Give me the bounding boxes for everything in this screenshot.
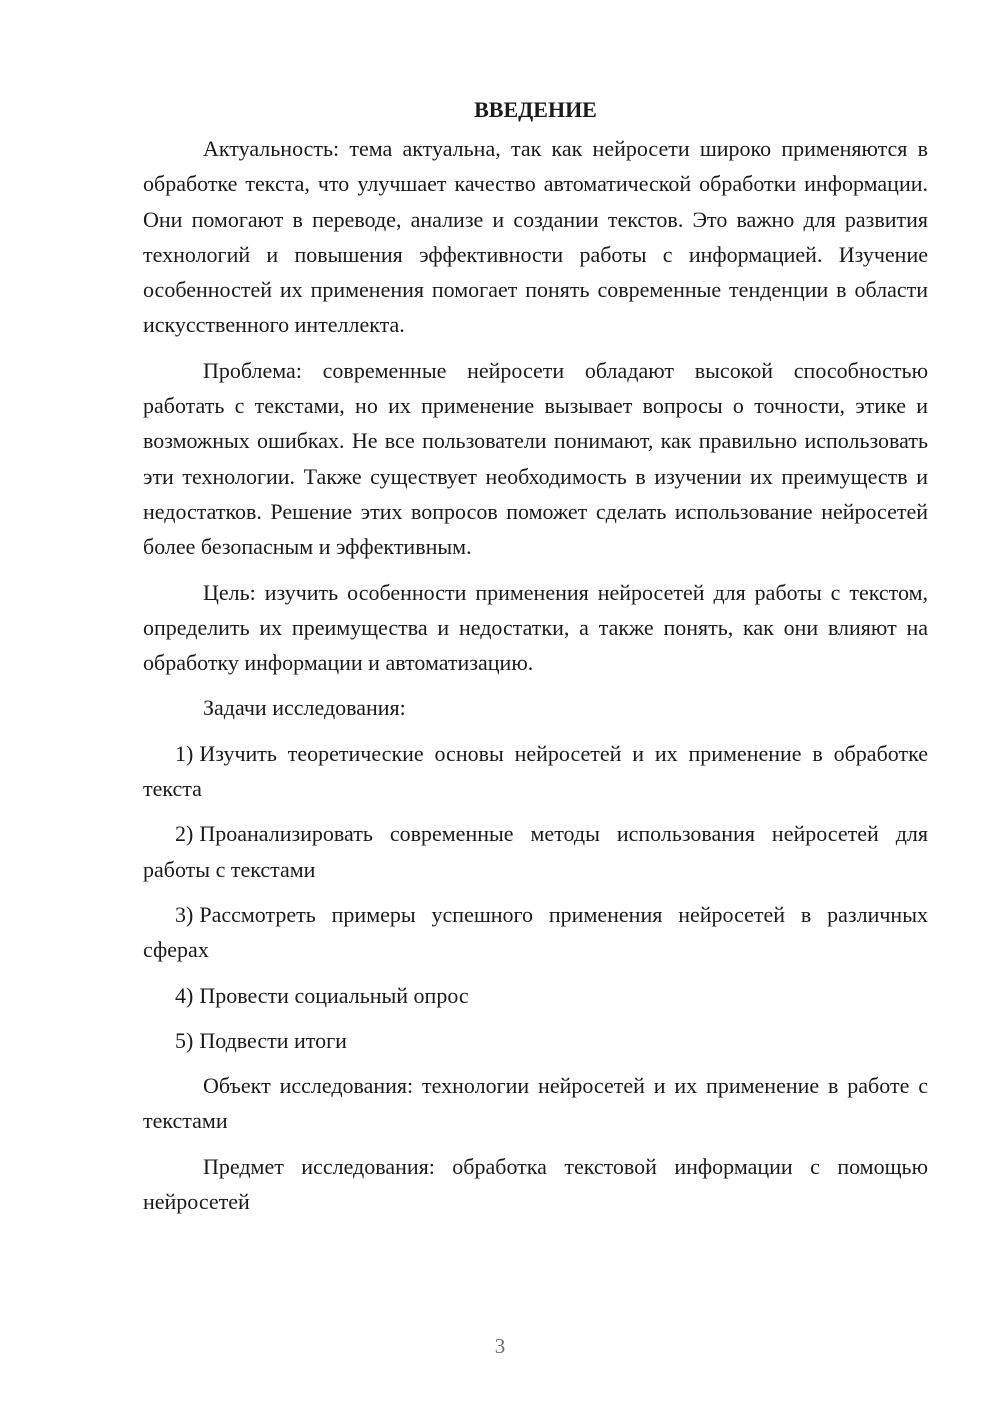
task-item (143, 1023, 928, 1058)
task-text: Проанализировать современные методы использования нейросетей для работы с текстами (143, 821, 928, 882)
task-text: Подвести итоги (199, 1027, 347, 1053)
page-number: 3 (494, 1334, 506, 1358)
task-text: Провести социальный опрос (199, 982, 469, 1008)
subject-paragraph: Предмет исследования: обработка текстовой информации с помощью нейросетей (143, 1153, 928, 1215)
problem-paragraph: Проблема: современные нейросети обладают высокой способностью работать с текстами, но их применение вызывает вопросы о точности, этике и возможных ошибках. Не все пользователи понимают, как правильно использовать эти технологии. Также существует необходимость в изучении их преимуществ и недостатков. Решение этих вопросов поможет сделать использование нейросетей более безопасным и эффективным. (143, 357, 928, 560)
relevance-paragraph: Актуальность: тема актуальна, так как нейросети широко применяются в обработке текста, что улучшает качество автоматической обработки информации. Они помогают в переводе, анализе и создании текстов. Это важно для развития технологий и повышения эффективности работы с информацией. Изучение особенностей их применения помогает понять современные тенденции в области искусственного интеллекта. (143, 136, 928, 338)
task-number: 5) (175, 1027, 194, 1053)
goal-paragraph: Цель: изучить особенности применения нейросетей для работы с текстом, определить их преимущества и недостатки, а также понять, как они влияют на обработку информации и автоматизацию. (143, 579, 928, 676)
task-number: 2) (175, 821, 194, 847)
document-page (143, 92, 928, 1229)
task-number: 1) (175, 740, 194, 766)
tasks-list (143, 736, 928, 1058)
task-item (143, 978, 928, 1013)
task-text: Изучить теоретические основы нейросетей и их применение в обработке текста (143, 740, 928, 802)
tasks-heading: Задачи исследования: (203, 695, 406, 721)
task-number: 3) (175, 901, 194, 927)
object-paragraph: Объект исследования: технологии нейросетей и их применение в работе с текстами (143, 1073, 928, 1134)
section-title: ВВЕДЕНИЕ (474, 97, 597, 122)
task-text: Рассмотреть примеры успешного применения нейросетей в различных сферах (143, 901, 928, 963)
task-number: 4) (175, 982, 194, 1008)
task-item (143, 897, 928, 968)
task-item (143, 736, 928, 807)
task-item (143, 816, 928, 887)
